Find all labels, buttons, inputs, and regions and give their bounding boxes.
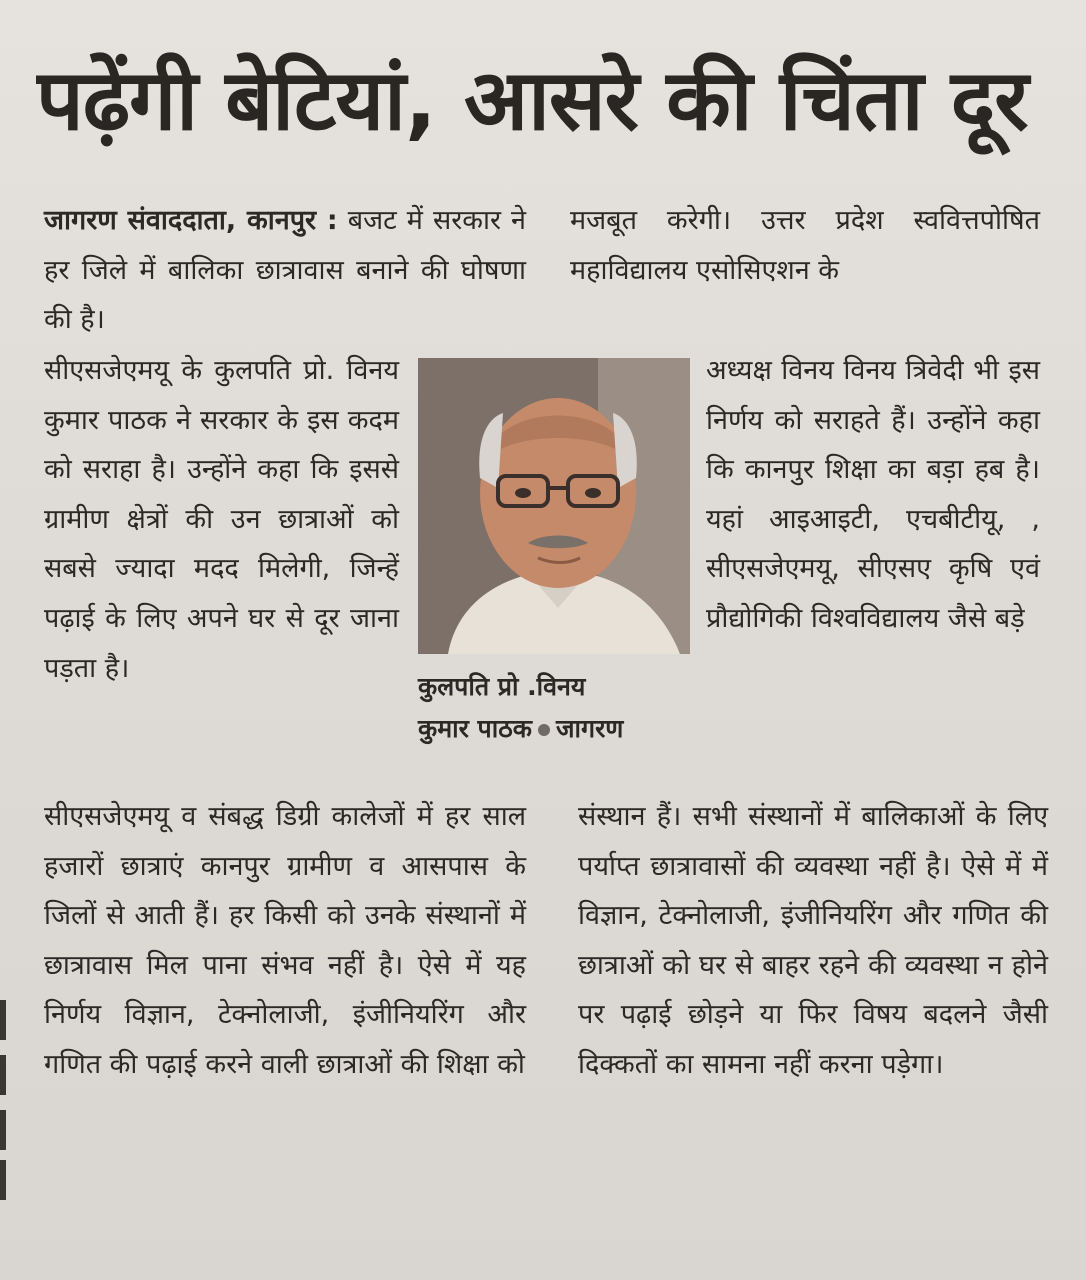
headline: पढ़ेंगी बेटियां, आसरे की चिंता दूर (36, 51, 1028, 149)
article-column-2-bottom (578, 792, 1048, 1242)
byline: जागरण संवाददाता, कानपुर : (44, 205, 338, 236)
caption-line-1: कुलपति प्रो .विनय (418, 672, 586, 701)
bullet-dot-icon (538, 724, 550, 736)
photo-credit: जागरण (555, 714, 624, 743)
edge-mark (0, 1160, 6, 1200)
article-column-1-bottom (44, 792, 526, 1242)
portrait-photo (418, 358, 690, 654)
col2-bot-text: संस्थान हैं। सभी संस्थानों में बालिकाओं के लिए पर्याप्त छात्रावासों की व्यवस्था नहीं है। ऐसे में में विज्ञान, टेक्नोलाजी, इंजीनियरिंग और गणित की छात्राओं को घर से बाहर रहने की व्यवस्था न होने पर पढ़ाई छोड़ने या फिर विषय बदलने जैसी दिक्कतों का सामना नहीं करना पड़ेगा। (578, 801, 1048, 1080)
edge-mark (0, 1055, 6, 1095)
portrait-illustration (418, 358, 690, 654)
article-column-1-top (44, 196, 526, 346)
edge-mark (0, 1000, 6, 1040)
article-column-2-middle (706, 346, 1040, 792)
col1-bot-text: सीएसजेएमयू व संबद्ध डिग्री कालेजों में हर साल हजारों छात्राएं कानपुर ग्रामीण व आसपास के जिलों से आती हैं। हर किसी को उनके संस्थानों में छात्रावास मिल पाना संभव नहीं है। ऐसे में यह निर्णय विज्ञान, टेक्नोलाजी, इंजीनियरिंग और गणित की पढ़ाई करने वाली छात्राओं की शिक्षा को (44, 801, 526, 1080)
col1-mid-text: सीएसजेएमयू के कुलपति प्रो. विनय कुमार पाठक ने सरकार के इस कदम को सराहा है। उन्होंने कहा कि इससे ग्रामीण क्षेत्रों की उन छात्राओं को सबसे ज्यादा मदद मिलेगी, जिन्हें पढ़ाई के लिए अपने घर से दूर जाना पड़ता है। (44, 355, 399, 684)
col2-mid-text: अध्यक्ष विनय विनय त्रिवेदी भी इस निर्णय को सराहते हैं। उन्होंने कहा कि कानपुर शिक्षा का बड़ा हब है। यहां आइआइटी, एचबीटीयू, , सीएसजेएमयू, सीएसए कृषि एवं प्रौद्योगिकी विश्वविद्यालय जैसे बड़े (706, 355, 1040, 634)
caption-line-2: कुमार पाठक (418, 714, 532, 743)
article-column-2-top (570, 196, 1040, 346)
photo-caption (418, 666, 698, 750)
col1-top-text: बजट में सरकार ने हर जिले में बालिका छात्रावास बनाने की घोषणा की है। (44, 205, 526, 336)
article-column-1-middle (44, 346, 399, 792)
col2-top-text: मजबूत करेगी। उत्तर प्रदेश स्ववित्तपोषित महाविद्यालय एसोसिएशन के (570, 205, 1040, 286)
edge-mark (0, 1110, 6, 1150)
